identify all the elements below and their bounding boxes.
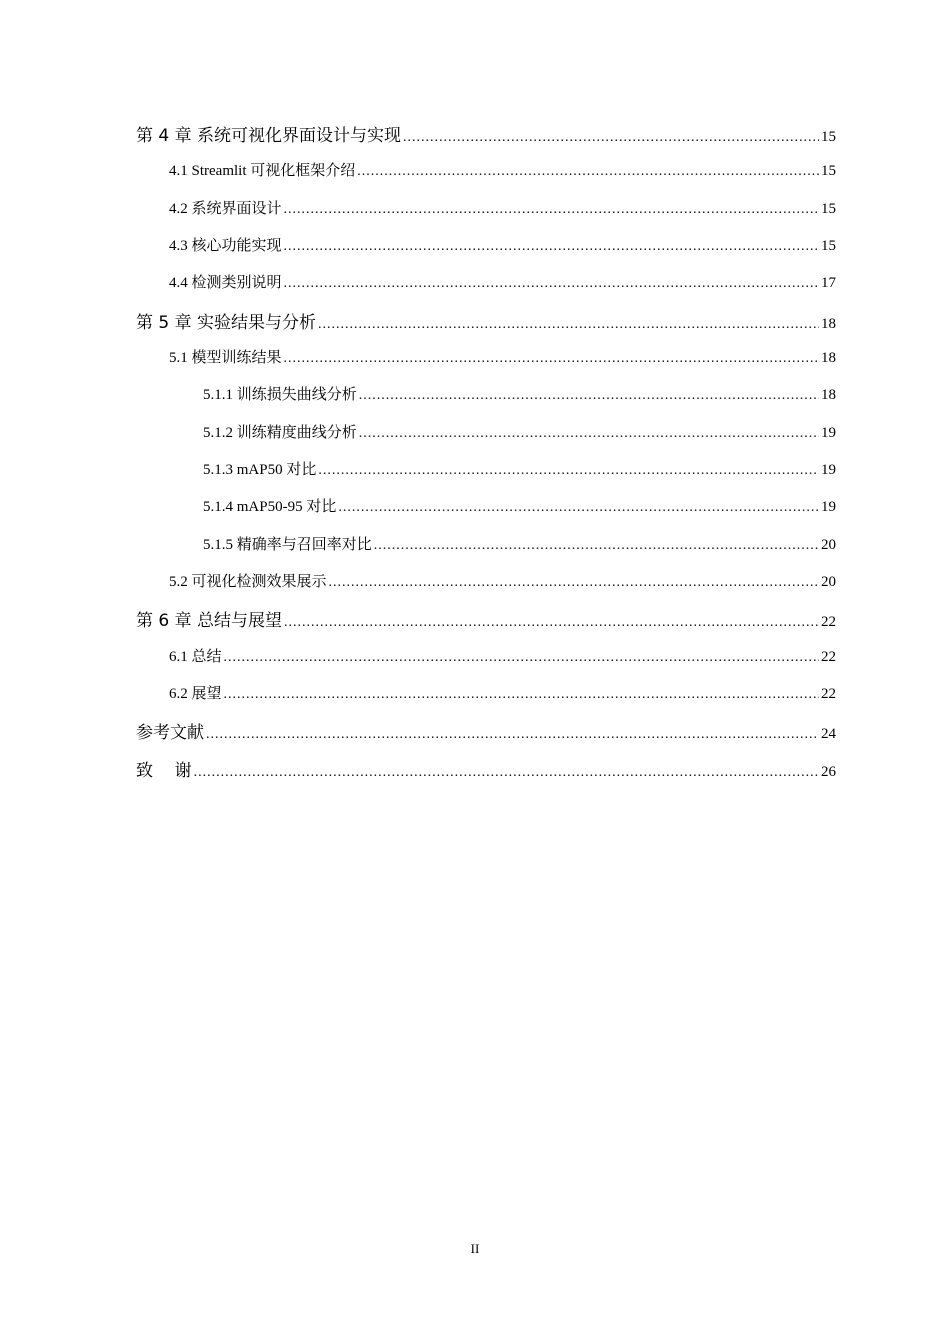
toc-entry-page: 15: [821, 129, 836, 145]
toc-dot-leader: [374, 538, 819, 554]
toc-entry-title: 4.3 核心功能实现: [169, 238, 282, 254]
toc-entry-page: 22: [821, 614, 836, 630]
toc-dot-leader: [284, 351, 819, 367]
toc-entry-5-1[interactable]: [169, 346, 836, 367]
toc-entry-title: 4.1 Streamlit 可视化框架介绍: [169, 163, 356, 179]
toc-entry-6-1[interactable]: [169, 645, 836, 666]
toc-dot-leader: [284, 202, 819, 218]
toc-entry-title: 5.1.5 精确率与召回率对比: [203, 537, 372, 553]
toc-entry-title: 6.2 展望: [169, 686, 222, 702]
toc-entry-chapter-5[interactable]: [136, 308, 836, 333]
toc-entry-4-1[interactable]: [169, 159, 836, 180]
toc-entry-5-2[interactable]: [169, 570, 836, 591]
toc-entry-title: 5.1.1 训练损失曲线分析: [203, 387, 357, 403]
toc-entry-title: 第 4 章 系统可视化界面设计与实现: [136, 126, 402, 146]
toc-entry-page: 17: [821, 275, 836, 291]
toc-dot-leader: [359, 388, 819, 404]
toc-dot-leader: [329, 575, 819, 591]
toc-entry-page: 26: [821, 764, 836, 780]
toc-entry-page: 19: [821, 425, 836, 441]
toc-entry-5-1-5[interactable]: [203, 533, 836, 554]
toc-dot-leader: [284, 615, 819, 631]
toc-entry-chapter-6[interactable]: [136, 606, 836, 631]
toc-entry-page: 19: [821, 462, 836, 478]
toc-entry-page: 22: [821, 649, 836, 665]
toc-entry-title: 参考文献: [136, 723, 204, 743]
toc-entry-page: 20: [821, 574, 836, 590]
toc-entry-references[interactable]: [136, 718, 836, 743]
toc-entry-page: 24: [821, 726, 836, 742]
toc-entry-title: 致 谢: [136, 761, 192, 781]
toc-entry-4-4[interactable]: [169, 271, 836, 292]
toc-entry-4-2[interactable]: [169, 197, 836, 218]
toc-entry-5-1-4[interactable]: [203, 495, 836, 516]
toc-entry-chapter-4[interactable]: [136, 121, 836, 146]
toc-entry-acknowledgements[interactable]: [136, 756, 836, 781]
toc-entry-title: 第 5 章 实验结果与分析: [136, 313, 317, 333]
toc-entry-page: 22: [821, 686, 836, 702]
toc-entry-title: 5.1 模型训练结果: [169, 350, 282, 366]
toc-entry-5-1-1[interactable]: [203, 383, 836, 404]
toc-dot-leader: [206, 727, 819, 743]
toc-dot-leader: [318, 317, 819, 333]
toc-entry-page: 15: [821, 201, 836, 217]
toc-entry-page: 15: [821, 163, 836, 179]
toc-entry-title: 5.1.4 mAP50-95 对比: [203, 499, 337, 515]
toc-entry-page: 20: [821, 537, 836, 553]
toc-dot-leader: [284, 276, 819, 292]
toc-entry-4-3[interactable]: [169, 234, 836, 255]
toc-entry-title: 6.1 总结: [169, 649, 222, 665]
toc-entry-title: 4.2 系统界面设计: [169, 201, 282, 217]
toc-entry-5-1-2[interactable]: [203, 421, 836, 442]
toc-entry-title: 4.4 检测类别说明: [169, 275, 282, 291]
toc-dot-leader: [403, 130, 819, 146]
toc-entry-title: 5.1.2 训练精度曲线分析: [203, 425, 357, 441]
toc-entry-page: 18: [821, 387, 836, 403]
toc-dot-leader: [284, 239, 819, 255]
toc-entry-title: 5.1.3 mAP50 对比: [203, 462, 317, 478]
toc-dot-leader: [318, 463, 819, 479]
toc-entry-page: 19: [821, 499, 836, 515]
toc-dot-leader: [357, 164, 819, 180]
toc-dot-leader: [359, 426, 819, 442]
toc-dot-leader: [224, 650, 819, 666]
page-number: II: [470, 1241, 480, 1256]
toc-entry-title: 第 6 章 总结与展望: [136, 611, 283, 631]
toc-entry-page: 18: [821, 316, 836, 332]
toc-entry-title: 5.2 可视化检测效果展示: [169, 574, 327, 590]
toc-entry-page: 15: [821, 238, 836, 254]
toc-entry-page: 18: [821, 350, 836, 366]
toc-dot-leader: [338, 500, 819, 516]
toc-dot-leader: [194, 765, 819, 781]
toc-entry-6-2[interactable]: [169, 682, 836, 703]
toc-dot-leader: [224, 687, 819, 703]
toc-entry-5-1-3[interactable]: [203, 458, 836, 479]
